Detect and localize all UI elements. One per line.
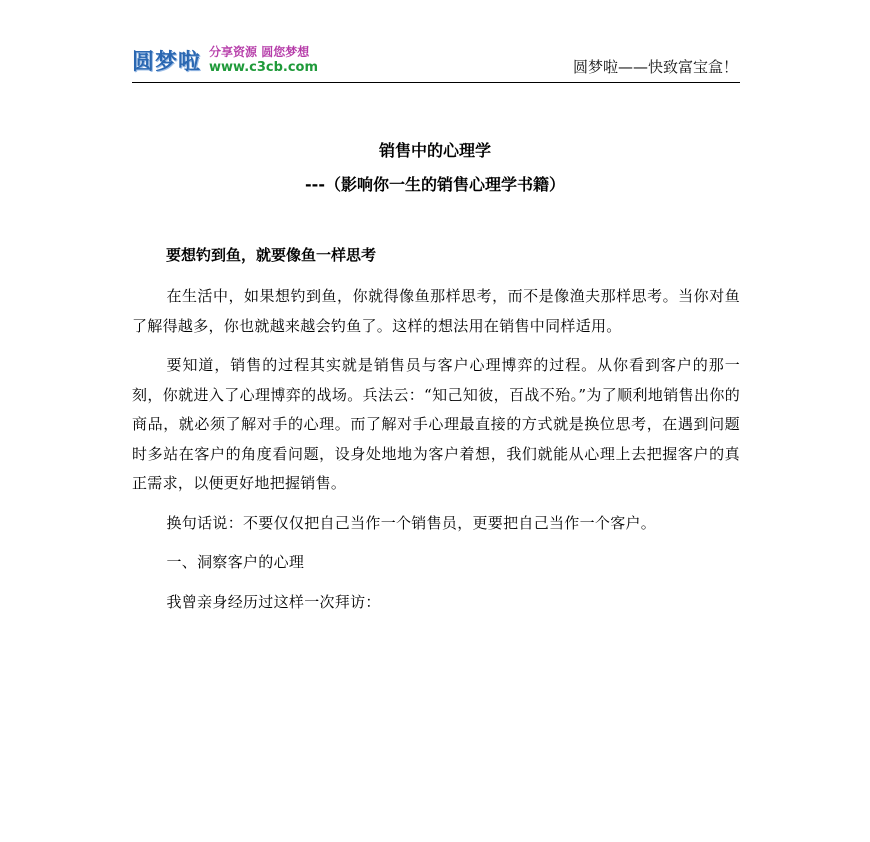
logo-wordmark: 圆梦啦 [132,49,202,75]
logo-subtext [209,45,318,75]
page-header [132,38,740,83]
logo-url: www.c3cb.com [209,60,319,75]
header-tagline: 圆梦啦——快致富宝盒！ [572,58,738,76]
site-logo [132,42,318,78]
paragraph: 换句话说：不要仅仅把自己当作一个销售员，更要把自己当作一个客户。 [166,513,657,532]
document-title: 销售中的心理学 [378,141,491,160]
subsection-heading: 一、洞察客户的心理 [166,553,305,571]
paragraph: 我曾亲身经历过这样一次拜访： [166,592,381,611]
logo-slogan: 分享资源 圆您梦想 [209,45,310,59]
paragraph: 要知道，销售的过程其实就是销售员与客户心理博弈的过程。从你看到客户的那一刻，你就进入了心理博弈的战场。兵法云：“知己知彼，百战不殆。”为了顺利地销售出你的商品，就必须了解对手的心理。而了解对手心理最直接的方式就是换位思考，在遇到问题时多站在客户的角度看问题，设身处地地为客户着想，我们就能从心理上去把握客户的真正需求，以便更好地把握销售。 [132,356,740,492]
document-subtitle: ---（影响你一生的销售心理学书籍） [305,175,565,194]
section-heading: 要想钓到鱼，就要像鱼一样思考 [166,246,377,264]
document-body [132,282,740,627]
paragraph: 在生活中，如果想钓到鱼，你就得像鱼那样思考，而不是像渔夫那样思考。当你对鱼了解得越多，你也就越来越会钓鱼了。这样的想法用在销售中同样适用。 [132,287,740,335]
